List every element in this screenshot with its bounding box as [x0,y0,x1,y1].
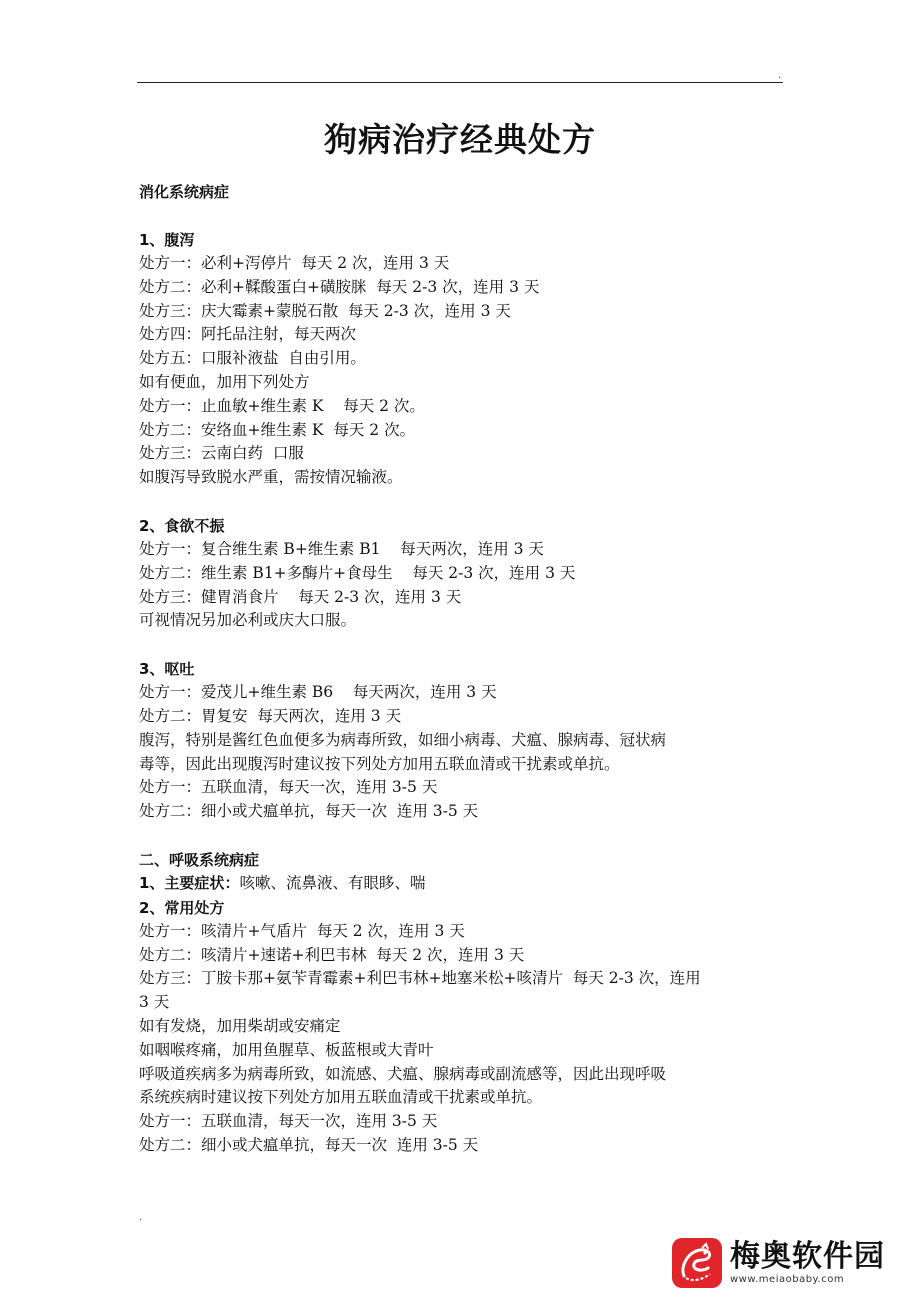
text-line: 3 天 [139,993,170,1012]
page-title: 狗病治疗经典处方 [324,120,596,159]
symptoms-label: 1、主要症状： [139,873,240,892]
text-line: 处方二：必利+鞣酸蛋白+磺胺脒 每天 2-3 次，连用 3 天 [139,277,540,296]
text-line: 处方三：丁胺卡那+氨苄青霉素+利巴韦林+地塞米松+咳清片 每天 2-3 次，连用 [139,969,701,988]
prescriptions-heading: 2、常用处方 [139,898,225,917]
text-line: 处方二：细小或犬瘟单抗，每天一次 连用 3-5 天 [139,802,479,821]
text-line: 如咽喉疼痛，加用鱼腥草、板蓝根或大青叶 [139,1040,434,1059]
watermark [672,1232,912,1294]
bottom-mark: . [139,1212,143,1223]
text-line: 腹泻，特别是酱红色血便多为病毒所致，如细小病毒、犬瘟、腺病毒、冠状病 [139,730,667,749]
text-line: 毒等，因此出现腹泻时建议按下列处方加用五联血清或干扰素或单抗。 [139,754,620,773]
vomiting-heading: 3、呕吐 [139,660,195,679]
text-line: 处方四：阿托品注射，每天两次 [139,325,357,344]
text-line: 处方三：云南白药 口服 [139,444,304,463]
text-line: 处方一：五联血清，每天一次，连用 3-5 天 [139,778,438,797]
appetite-list [139,538,784,633]
symptoms-line [139,872,784,896]
text-line: 如腹泻导致脱水严重，需按情况输液。 [139,468,403,487]
text-line: 处方五：口服补液盐 自由引用。 [139,349,366,368]
text-line: 处方一：五联血清，每天一次，连用 3-5 天 [139,1112,438,1131]
diarrhea-heading: 1、腹泻 [139,231,195,249]
corner-mark: . [778,70,782,81]
text-line: 可视情况另加必利或庆大口服。 [139,611,357,630]
symptoms-text: 咳嗽、流鼻液、有眼眵、喘 [239,873,426,892]
text-line: 处方二：维生素 B1+多酶片+食母生 每天 2-3 次，连用 3 天 [139,563,576,582]
watermark-name: 梅奥软件园 [730,1239,885,1274]
text-line: 系统疾病时建议按下列处方加用五联血清或干扰素或单抗。 [139,1088,543,1107]
text-line: 处方二：咳清片+速诺+利巴韦林 每天 2 次，连用 3 天 [139,945,525,964]
text-line: 处方三：庆大霉素+蒙脱石散 每天 2-3 次，连用 3 天 [139,301,511,320]
text-line: 处方二：细小或犬瘟单抗，每天一次 连用 3-5 天 [139,1135,479,1154]
watermark-url: www.meiaobaby.com [730,1274,845,1285]
digestive-heading: 消化系统病症 [139,183,230,201]
text-line: 处方三：健胃消食片 每天 2-3 次，连用 3 天 [139,587,462,606]
text-line: 处方一：必利+泻停片 每天 2 次，连用 3 天 [139,254,450,272]
vomiting-list [139,681,784,824]
appetite-heading: 2、食欲不振 [139,516,225,535]
text-line: 处方一：爱茂儿+维生素 B6 每天两次，连用 3 天 [139,683,497,702]
text-line: 如有便血，加用下列处方 [139,372,310,391]
text-line: 处方一：复合维生素 B+维生素 B1 每天两次，连用 3 天 [139,539,544,558]
respiratory-heading: 二、呼吸系统病症 [139,850,260,869]
respiratory-list [139,920,784,1158]
text-line: 处方一：咳清片+气盾片 每天 2 次，连用 3 天 [139,921,465,940]
text-line: 如有发烧，加用柴胡或安痛定 [139,1016,341,1035]
text-line: 呼吸道疾病多为病毒所致，如流感、犬瘟、腺病毒或副流感等，因此出现呼吸 [139,1064,667,1083]
text-line: 处方一：止血敏+维生素 K 每天 2 次。 [139,396,425,415]
text-line: 处方二：胃复安 每天两次，连用 3 天 [139,706,402,725]
text-line: 处方二：安络血+维生素 K 每天 2 次。 [139,420,416,439]
diarrhea-list [139,252,784,490]
document-body [139,180,784,1158]
dragon-logo-icon [672,1238,722,1288]
header-rule [137,82,783,83]
